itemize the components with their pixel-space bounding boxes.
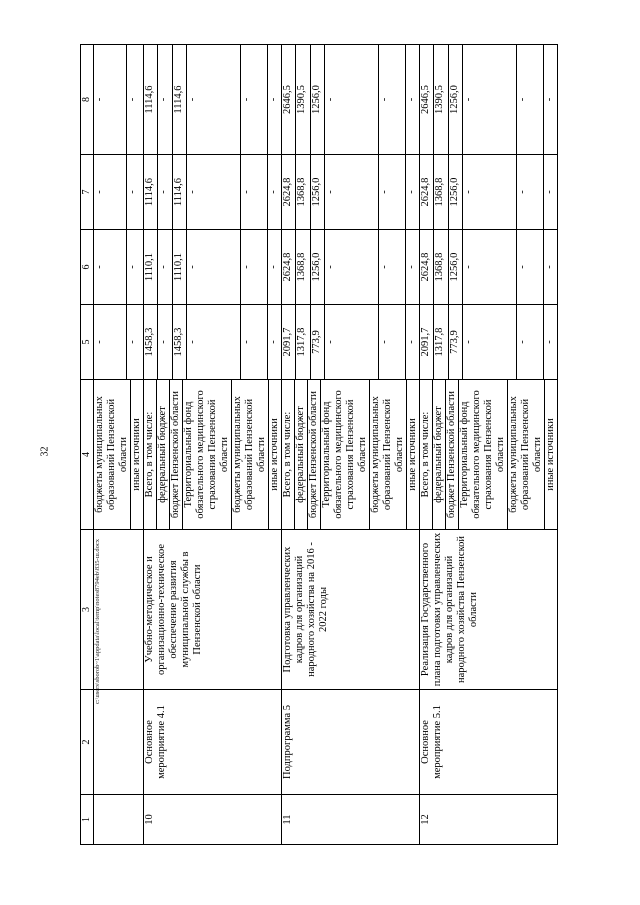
sub-row bbox=[448, 230, 462, 304]
sub-row bbox=[157, 380, 170, 529]
sub-row bbox=[296, 305, 310, 379]
sub-row bbox=[296, 155, 310, 229]
cell-value: 1368,8 bbox=[434, 155, 448, 229]
sub-row bbox=[94, 230, 126, 304]
cell-value: - bbox=[187, 305, 240, 379]
sub-table bbox=[420, 45, 557, 154]
sub-row bbox=[405, 305, 419, 379]
sub-row bbox=[240, 155, 267, 229]
sub-row bbox=[378, 155, 405, 229]
cell-value: 1458,3 bbox=[144, 305, 158, 379]
sub-row bbox=[407, 380, 420, 529]
cell-value: - bbox=[405, 340, 417, 344]
sub-row bbox=[420, 45, 434, 154]
cell-value: 2624,8 bbox=[282, 230, 296, 304]
sub-row bbox=[543, 230, 557, 304]
sub-row bbox=[282, 380, 295, 529]
sub-row bbox=[310, 230, 324, 304]
value-list bbox=[144, 305, 282, 380]
cell-value: федеральный бюджет bbox=[433, 380, 446, 529]
sub-row bbox=[144, 230, 158, 304]
table-row bbox=[94, 45, 144, 845]
header-cell: 4 bbox=[81, 380, 94, 530]
cell-value: - bbox=[405, 265, 417, 269]
sub-table bbox=[420, 155, 557, 229]
cell-value: 1256,0 bbox=[448, 155, 462, 229]
cell-value: - bbox=[378, 305, 405, 379]
sub-row bbox=[463, 155, 516, 229]
sub-row bbox=[296, 230, 310, 304]
value-list bbox=[94, 230, 144, 305]
sub-table bbox=[420, 230, 557, 304]
sub-row bbox=[131, 380, 144, 529]
row-number: 10 bbox=[144, 795, 282, 845]
sub-row bbox=[325, 230, 378, 304]
cell-value: федеральный бюджет bbox=[157, 380, 170, 529]
cell-value: 1114,6 bbox=[172, 45, 186, 154]
row-description: Подготовка управленческих кадров для организаций народного хозяйства на 2016 - 2022 годы bbox=[282, 530, 420, 690]
sub-row bbox=[94, 155, 126, 229]
cell-value: - bbox=[543, 97, 555, 102]
cell-value: - bbox=[187, 155, 240, 229]
value-list bbox=[94, 45, 144, 155]
header-cell: 1 bbox=[81, 795, 94, 845]
value-list bbox=[94, 155, 144, 230]
cell-value: - bbox=[187, 230, 240, 304]
cell-value: - bbox=[267, 340, 279, 344]
cell-value: 1317,8 bbox=[296, 305, 310, 379]
sub-row bbox=[144, 155, 158, 229]
sub-row bbox=[508, 380, 545, 529]
sub-row bbox=[187, 305, 240, 379]
cell-value: - bbox=[267, 190, 279, 194]
cell-value: 1110,1 bbox=[144, 230, 158, 304]
source-list bbox=[282, 380, 420, 530]
cell-value: - bbox=[94, 305, 126, 379]
sub-table bbox=[94, 230, 143, 304]
table-row bbox=[420, 45, 558, 845]
cell-value: - bbox=[543, 190, 555, 194]
sub-table bbox=[144, 230, 281, 304]
sub-row bbox=[158, 305, 172, 379]
sub-row bbox=[295, 380, 308, 529]
cell-value: - bbox=[325, 230, 378, 304]
sub-row bbox=[321, 380, 370, 529]
cell-value: 1114,6 bbox=[144, 155, 158, 229]
value-list bbox=[94, 305, 144, 380]
cell-value: 1256,0 bbox=[448, 45, 462, 154]
sub-row bbox=[187, 45, 240, 154]
sub-table bbox=[94, 155, 143, 229]
sub-row bbox=[282, 45, 296, 154]
footer-file-path: c:\users\sborob~1\appdata\local\temp\notes8794eb\835-ш.docx bbox=[94, 538, 101, 704]
cell-value: бюджет Пензенской области bbox=[308, 380, 321, 529]
sub-row bbox=[240, 230, 267, 304]
sub-row bbox=[144, 305, 158, 379]
cell-value: - bbox=[158, 45, 172, 154]
header-cell: 5 bbox=[81, 305, 94, 380]
sub-table bbox=[282, 305, 419, 379]
sub-row bbox=[434, 155, 448, 229]
cell-value: иные источники bbox=[269, 418, 280, 491]
sub-table bbox=[144, 305, 281, 379]
sub-row bbox=[126, 155, 143, 229]
sub-row bbox=[170, 380, 183, 529]
cell-value: 1256,0 bbox=[310, 230, 324, 304]
sub-row bbox=[370, 380, 407, 529]
value-list bbox=[144, 155, 282, 230]
cell-value: 1368,8 bbox=[296, 155, 310, 229]
sub-row bbox=[282, 155, 296, 229]
cell-value: - bbox=[267, 97, 279, 102]
header-row bbox=[81, 45, 94, 845]
cell-value: 1390,5 bbox=[434, 45, 448, 154]
cell-value: 1368,8 bbox=[434, 230, 448, 304]
cell-value: 2091,7 bbox=[282, 305, 296, 379]
sub-table bbox=[94, 45, 143, 154]
cell-value: - bbox=[405, 190, 417, 194]
cell-value: - bbox=[378, 230, 405, 304]
value-list bbox=[420, 230, 558, 305]
cell-value: - bbox=[325, 155, 378, 229]
sub-row bbox=[434, 305, 448, 379]
cell-value: иные источники bbox=[407, 418, 418, 491]
value-list bbox=[420, 305, 558, 380]
sub-row bbox=[516, 45, 543, 154]
cell-value: - bbox=[463, 155, 516, 229]
table-row bbox=[282, 45, 420, 845]
sub-row bbox=[420, 230, 434, 304]
value-list bbox=[144, 45, 282, 155]
sub-row bbox=[144, 45, 158, 154]
sub-row bbox=[378, 305, 405, 379]
sub-row bbox=[94, 380, 131, 529]
sub-row bbox=[434, 230, 448, 304]
cell-value: - bbox=[240, 155, 267, 229]
source-list bbox=[144, 380, 282, 530]
sub-row bbox=[420, 380, 433, 529]
cell-value: - bbox=[516, 305, 543, 379]
sub-row bbox=[158, 155, 172, 229]
sub-row bbox=[448, 305, 462, 379]
sub-row bbox=[448, 45, 462, 154]
cell-value: - bbox=[158, 155, 172, 229]
sub-row bbox=[325, 155, 378, 229]
cell-value: Территориальный фонд обязательного медицинского страхования Пензенской области bbox=[459, 380, 508, 529]
cell-value: - bbox=[516, 230, 543, 304]
cell-value: 773,9 bbox=[310, 305, 324, 379]
cell-value: 1114,6 bbox=[172, 155, 186, 229]
cell-value: Всего, в том числе: bbox=[282, 380, 295, 529]
sub-row bbox=[516, 305, 543, 379]
sub-table bbox=[282, 45, 419, 154]
sub-row bbox=[267, 230, 281, 304]
cell-value: - bbox=[516, 155, 543, 229]
sub-table bbox=[144, 155, 281, 229]
cell-value: 1256,0 bbox=[310, 155, 324, 229]
cell-value: - bbox=[240, 45, 267, 154]
cell-value: - bbox=[94, 155, 126, 229]
sub-row bbox=[378, 45, 405, 154]
cell-value: - bbox=[378, 45, 405, 154]
cell-value: - bbox=[158, 305, 172, 379]
sub-row bbox=[516, 230, 543, 304]
cell-value: - bbox=[463, 230, 516, 304]
sub-row bbox=[463, 230, 516, 304]
sub-row bbox=[172, 155, 186, 229]
sub-row bbox=[405, 45, 419, 154]
sub-row bbox=[232, 380, 269, 529]
sub-row bbox=[405, 155, 419, 229]
source-list bbox=[420, 380, 558, 530]
sub-row bbox=[282, 305, 296, 379]
budget-table bbox=[80, 44, 558, 845]
sub-row bbox=[433, 380, 446, 529]
value-list bbox=[282, 155, 420, 230]
cell-value: 1390,5 bbox=[296, 45, 310, 154]
sub-row bbox=[267, 155, 281, 229]
cell-value: иные источники bbox=[131, 418, 142, 491]
sub-table bbox=[144, 380, 281, 529]
sub-row bbox=[325, 45, 378, 154]
sub-table bbox=[144, 45, 281, 154]
sub-row bbox=[543, 305, 557, 379]
row-name: Подпрограмма 5 bbox=[282, 690, 420, 795]
cell-value: бюджеты муниципальных образований Пензенской области bbox=[232, 380, 269, 529]
cell-value: - bbox=[516, 45, 543, 154]
sub-row bbox=[172, 305, 186, 379]
sub-row bbox=[158, 45, 172, 154]
value-list bbox=[282, 305, 420, 380]
sub-row bbox=[543, 45, 557, 154]
header-cell: 7 bbox=[81, 155, 94, 230]
sub-row bbox=[282, 230, 296, 304]
sub-row bbox=[516, 155, 543, 229]
value-list bbox=[420, 45, 558, 155]
sub-table bbox=[420, 380, 557, 529]
page-number: 32 bbox=[39, 446, 51, 457]
value-list bbox=[144, 230, 282, 305]
cell-value: 2624,8 bbox=[282, 155, 296, 229]
sub-row bbox=[420, 305, 434, 379]
sub-row bbox=[126, 230, 143, 304]
cell-value: - bbox=[126, 190, 138, 194]
cell-value: - bbox=[325, 305, 378, 379]
sub-row bbox=[310, 155, 324, 229]
source-list bbox=[94, 380, 144, 530]
sub-row bbox=[267, 305, 281, 379]
sub-row bbox=[269, 380, 282, 529]
sub-row bbox=[310, 45, 324, 154]
cell-value: - bbox=[240, 230, 267, 304]
header-cell: 2 bbox=[81, 690, 94, 795]
cell-value: - bbox=[94, 230, 126, 304]
cell-value: - bbox=[378, 155, 405, 229]
sub-row bbox=[94, 45, 126, 154]
cell-value: 1317,8 bbox=[434, 305, 448, 379]
value-list bbox=[282, 230, 420, 305]
sub-row bbox=[158, 230, 172, 304]
row-description: Реализация Государственного плана подготовки управленческих кадров для организаций народного хозяйства Пензенской области bbox=[420, 530, 558, 690]
header-cell: 6 bbox=[81, 230, 94, 305]
sub-row bbox=[126, 305, 143, 379]
cell-value: - bbox=[325, 45, 378, 154]
cell-value: - bbox=[126, 340, 138, 344]
sub-table bbox=[282, 155, 419, 229]
sub-table bbox=[282, 380, 419, 529]
sub-row bbox=[94, 305, 126, 379]
sub-row bbox=[172, 230, 186, 304]
sub-table bbox=[282, 230, 419, 304]
sub-row bbox=[308, 380, 321, 529]
sub-row bbox=[420, 155, 434, 229]
cell-value: 1458,3 bbox=[172, 305, 186, 379]
cell-value: бюджеты муниципальных образований Пензенской области bbox=[508, 380, 545, 529]
sub-row bbox=[172, 45, 186, 154]
cell-value: - bbox=[187, 45, 240, 154]
row-number: 11 bbox=[282, 795, 420, 845]
sub-row bbox=[325, 305, 378, 379]
cell-value: 2091,7 bbox=[420, 305, 434, 379]
cell-value: - bbox=[543, 265, 555, 269]
cell-value: федеральный бюджет bbox=[295, 380, 308, 529]
cell-value: иные источники bbox=[545, 418, 556, 491]
sub-row bbox=[310, 305, 324, 379]
value-list bbox=[282, 45, 420, 155]
cell-value: Территориальный фонд обязательного медицинского страхования Пензенской области bbox=[321, 380, 370, 529]
cell-value: бюджеты муниципальных образований Пензенской области bbox=[94, 380, 131, 529]
sub-row bbox=[126, 45, 143, 154]
sub-row bbox=[405, 230, 419, 304]
cell-value: - bbox=[126, 265, 138, 269]
sub-table bbox=[94, 305, 143, 379]
cell-value: 2624,8 bbox=[420, 230, 434, 304]
cell-value: 2646,5 bbox=[420, 45, 434, 154]
cell-value: бюджет Пензенской области bbox=[170, 380, 183, 529]
cell-value: - bbox=[126, 97, 138, 102]
cell-value: Всего, в том числе: bbox=[420, 380, 433, 529]
cell-value: - bbox=[158, 230, 172, 304]
cell-value: - bbox=[543, 340, 555, 344]
sub-row bbox=[144, 380, 157, 529]
cell-value: 1110,1 bbox=[172, 230, 186, 304]
cell-value: - bbox=[405, 97, 417, 102]
row-name: Основное мероприятие 5.1 bbox=[420, 690, 558, 795]
header-cell: 8 bbox=[81, 45, 94, 155]
sub-row bbox=[240, 45, 267, 154]
sub-row bbox=[545, 380, 558, 529]
sub-row bbox=[267, 45, 281, 154]
cell-value: 773,9 bbox=[448, 305, 462, 379]
sub-row bbox=[463, 305, 516, 379]
sub-row bbox=[434, 45, 448, 154]
cell-value: - bbox=[267, 265, 279, 269]
table-row bbox=[144, 45, 282, 845]
cell-value: 1256,0 bbox=[310, 45, 324, 154]
sub-table bbox=[420, 305, 557, 379]
cell-value: - bbox=[463, 45, 516, 154]
cell-value: 2646,5 bbox=[282, 45, 296, 154]
cell-value: бюджет Пензенской области bbox=[446, 380, 459, 529]
sub-row bbox=[183, 380, 232, 529]
cell-value: 2624,8 bbox=[420, 155, 434, 229]
sub-row bbox=[187, 230, 240, 304]
cell-value: 1256,0 bbox=[448, 230, 462, 304]
rotated-table-container bbox=[80, 45, 556, 845]
row-description: Учебно-методическое и организационно-техническое обеспечение развития муниципальной службы в Пензенской области bbox=[144, 530, 282, 690]
cell-value: - bbox=[240, 305, 267, 379]
cell-value: - bbox=[94, 45, 126, 154]
sub-row bbox=[187, 155, 240, 229]
sub-row bbox=[240, 305, 267, 379]
sub-row bbox=[463, 45, 516, 154]
value-list bbox=[420, 155, 558, 230]
sub-row bbox=[448, 155, 462, 229]
sub-row bbox=[543, 155, 557, 229]
row-name: Основное мероприятие 4.1 bbox=[144, 690, 282, 795]
header-cell: 3 bbox=[81, 530, 94, 690]
sub-row bbox=[296, 45, 310, 154]
cell-value: - bbox=[463, 305, 516, 379]
row-number: 12 bbox=[420, 795, 558, 845]
cell-value: 1368,8 bbox=[296, 230, 310, 304]
cell-value: Всего, в том числе: bbox=[144, 380, 157, 529]
cell-value: 1114,6 bbox=[144, 45, 158, 154]
cell-value: Территориальный фонд обязательного медицинского страхования Пензенской области bbox=[183, 380, 232, 529]
sub-row bbox=[459, 380, 508, 529]
cell-value: бюджеты муниципальных образований Пензенской области bbox=[370, 380, 407, 529]
sub-table bbox=[94, 380, 143, 529]
sub-row bbox=[378, 230, 405, 304]
sub-row bbox=[446, 380, 459, 529]
